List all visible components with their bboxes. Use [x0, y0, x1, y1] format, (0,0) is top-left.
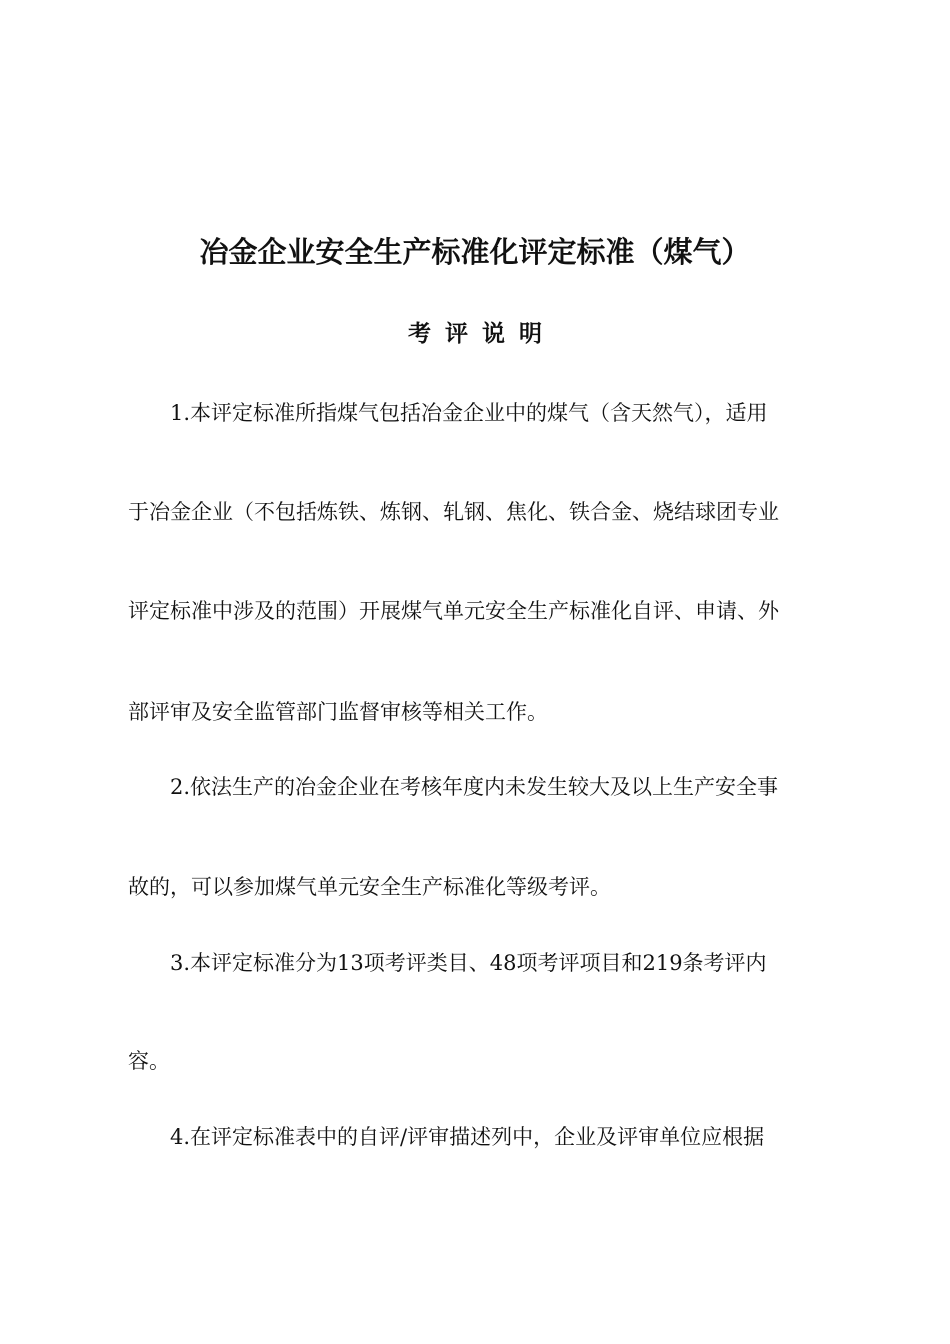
paragraph-1-line-4: 部评审及安全监管部门监督审核等相关工作。: [128, 700, 548, 724]
paragraph-1-line-2: 于冶金企业（不包括炼铁、炼钢、轧钢、焦化、铁合金、烧结球团专业: [128, 500, 779, 524]
paragraph-3-line-1: 3.本评定标准分为13项考评类目、48项考评项目和219条考评内: [170, 951, 767, 975]
paragraph-2-line-2: 故的，可以参加煤气单元安全生产标准化等级考评。: [128, 875, 611, 899]
section-heading: 考评说明: [408, 321, 556, 347]
paragraph-4-line-1: 4.在评定标准表中的自评/评审描述列中，企业及评审单位应根据: [170, 1125, 765, 1149]
paragraph-2-line-1: 2.依法生产的冶金企业在考核年度内未发生较大及以上生产安全事: [170, 775, 779, 799]
paragraph-1-line-3: 评定标准中涉及的范围）开展煤气单元安全生产标准化自评、申请、外: [128, 599, 779, 623]
paragraph-3-line-2: 容。: [128, 1049, 170, 1073]
document-title: 冶金企业安全生产标准化评定标准（煤气）: [199, 235, 751, 269]
paragraph-1-line-1: 1.本评定标准所指煤气包括冶金企业中的煤气（含天然气），适用: [170, 401, 768, 425]
